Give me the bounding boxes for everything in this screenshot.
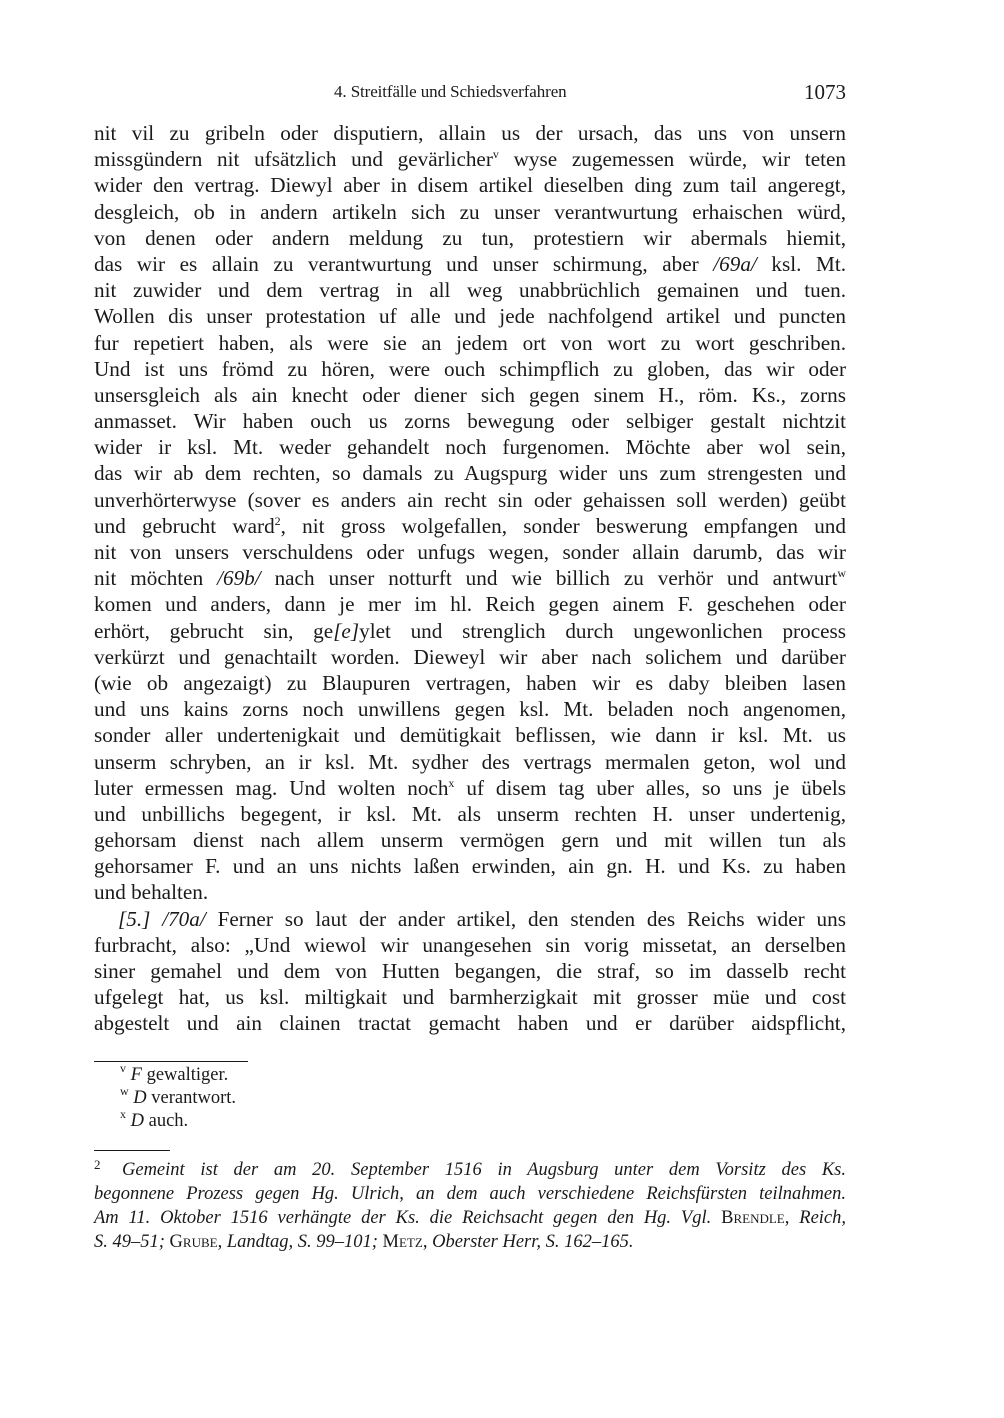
text-line: ufgelegt hat, us ksl. miltigkait und barmherzigkait mit grosser müe und cost bbox=[94, 985, 846, 1010]
folio-marker: /69b/ bbox=[217, 566, 261, 591]
text-line: komen und anders, dann je mer im hl. Reich gegen ainem F. geschehen oder bbox=[94, 592, 846, 617]
text-line: missgündern nit ufsätzlich und gevärlicher$^v$ wyse zugemessen würde, wir teten bbox=[94, 147, 847, 172]
text-line: luter ermessen mag. Und wolten noch$^x$ uf disem tag uber alles, so uns je übels bbox=[94, 775, 846, 800]
text-line: das wir ab dem rechten, so damals zu Augspurg wider uns zum strengesten und bbox=[94, 461, 846, 486]
running-header bbox=[94, 80, 846, 106]
footnote-line: S. 49–51; Grube, Landtag, S. 99–101; Metz, Oberster Herr, S. 162–165. bbox=[94, 1232, 634, 1252]
text-line: Wollen dis unser protestation uf alle und jede nachfolgend artikel und puncten bbox=[94, 304, 846, 329]
apparatus-note: $^v$ F gewaltiger. bbox=[120, 1061, 229, 1085]
text-line: sonder aller undertenigkait und demütigkait beflissen, wie dann ir ksl. Mt. us bbox=[94, 723, 846, 748]
page-number: 1073 bbox=[804, 80, 846, 104]
footnotes bbox=[94, 1153, 846, 1254]
footnote-ref[interactable]: 2 bbox=[274, 513, 281, 528]
text-line: erhört, gebrucht sin, ge[e]ylet und strenglich durch ungewonlichen process bbox=[94, 618, 846, 643]
critical-apparatus bbox=[120, 1061, 237, 1133]
text-line: und behalten. bbox=[94, 880, 209, 905]
text-line: und gebrucht ward$^2$, nit gross wolgefallen, sonder beswerung empfangen und bbox=[94, 513, 846, 538]
folio-marker: /69a/ bbox=[713, 251, 757, 276]
text-line: unserm schryben, an ir ksl. Mt. sydher des vertrags mermalen geton, wol und bbox=[94, 749, 846, 774]
apparatus-note: $^x$ D auch. bbox=[120, 1107, 189, 1131]
footnote-number: 2 bbox=[94, 1157, 101, 1172]
text-line: Und ist uns frömd zu hören, were ouch schimpflich zu globen, das wir oder bbox=[94, 356, 846, 381]
text-line: wider ir ksl. Mt. weder gehandelt noch furgenomen. Möchte aber wol sein, bbox=[94, 435, 846, 460]
text-line: furbracht, also: „Und wiewol wir unangesehen sin vorig missetat, an derselben bbox=[94, 932, 846, 957]
text-line: fur repetiert haben, als were sie an jedem ort von wort zu wort geschriben. bbox=[94, 330, 846, 355]
article-marker: [5.] /70a/ bbox=[118, 906, 206, 931]
text-line: nit vil zu gribeln oder disputiern, allain us der ursach, das uns von unsern bbox=[94, 121, 846, 145]
text-line: gehorsam dienst nach allem unserm vermögen gern und mit willen tun als bbox=[94, 828, 846, 853]
text-line: nit möchten /69b/ nach unser notturft und wie billich zu verhör und antwurt$^w$ bbox=[94, 566, 846, 591]
text-line: das wir es allain zu verantwurtung und unser schirmung, aber /69a/ ksl. Mt. bbox=[94, 251, 846, 276]
footnote-line: 2 Gemeint ist der am 20. September 1516 in Augsburg unter dem Vorsitz des Ks. bbox=[94, 1153, 846, 1182]
text-line: wider den vertrag. Diewyl aber in disem artikel dieselben ding zum tail angeregt, bbox=[94, 173, 846, 198]
apparatus-divider bbox=[94, 1061, 248, 1062]
text-line: und unbillichs begegent, ir ksl. Mt. als unserm rechten H. unser undertenig, bbox=[94, 801, 846, 826]
author-name: Grube bbox=[169, 1232, 218, 1252]
apparatus-mark: x bbox=[448, 775, 455, 790]
text-line: abgestelt und ain clainen tractat gemacht haben und er darüber aidspflicht, bbox=[94, 1011, 846, 1036]
author-name: Metz bbox=[382, 1232, 423, 1252]
text-line: unsersgleich als ain knecht oder diener sich gegen sinem H., röm. Ks., zorns bbox=[94, 382, 846, 407]
apparatus-note: $^w$ D verantwort. bbox=[120, 1084, 237, 1108]
footnote-line: Am 11. Oktober 1516 verhängte der Ks. die Reichsacht gegen den Hg. Vgl. Brendle, Reich, bbox=[94, 1208, 847, 1228]
text-line: von denen oder andern meldung zu tun, protestiern wir abermals hiemit, bbox=[94, 225, 846, 250]
editorial-insertion: [e] bbox=[333, 618, 360, 643]
text-line: nit von unsers verschuldens oder unfugs wegen, sonder allain darumb, das wir bbox=[94, 540, 846, 564]
text-line: gehorsamer F. und an uns nichts laßen erwinden, ain gn. H. und Ks. zu haben bbox=[94, 854, 846, 879]
text-line: (wie ob angezaigt) zu Blaupuren vertragen, haben wir es daby bleiben lasen bbox=[94, 670, 846, 695]
text-line: und uns kains zorns noch unwillens gegen ksl. Mt. beladen noch angenomen, bbox=[94, 697, 846, 722]
text-line: siner gemahel und dem von Hutten begangen, die straf, so im dasselb recht bbox=[94, 959, 846, 983]
text-line: anmasset. Wir haben ouch us zorns bewegung oder selbiger gestalt nichtzit bbox=[94, 409, 846, 434]
footnote-line: begonnene Prozess gegen Hg. Ulrich, an dem auch verschiedene Reichsfürsten teilnahmen. bbox=[94, 1184, 846, 1204]
apparatus-mark: v bbox=[492, 147, 499, 162]
text-line: unverhörterwyse (sover es anders ain recht sin oder gehaissen soll werden) geübt bbox=[94, 487, 846, 512]
apparatus-mark: w bbox=[837, 566, 846, 581]
text-line: verkürzt und genachtailt worden. Dieweyl wir aber nach solichem und darüber bbox=[94, 644, 846, 669]
running-title: 4. Streitfälle und Schiedsverfahren bbox=[334, 82, 567, 101]
text-line: desgleich, ob in andern artikeln sich zu unser verantwurtung erhaischen würd, bbox=[94, 199, 846, 224]
author-name: Brendle bbox=[721, 1208, 785, 1228]
footnote-divider bbox=[94, 1150, 170, 1151]
main-text bbox=[94, 120, 846, 1037]
text-line: nit zuwider und dem vertrag in all weg unabbrüchlich gemainen und tuen. bbox=[94, 278, 846, 303]
text-line: [5.] /70a/ Ferner so laut der ander artikel, den stenden des Reichs wider uns bbox=[118, 906, 846, 931]
